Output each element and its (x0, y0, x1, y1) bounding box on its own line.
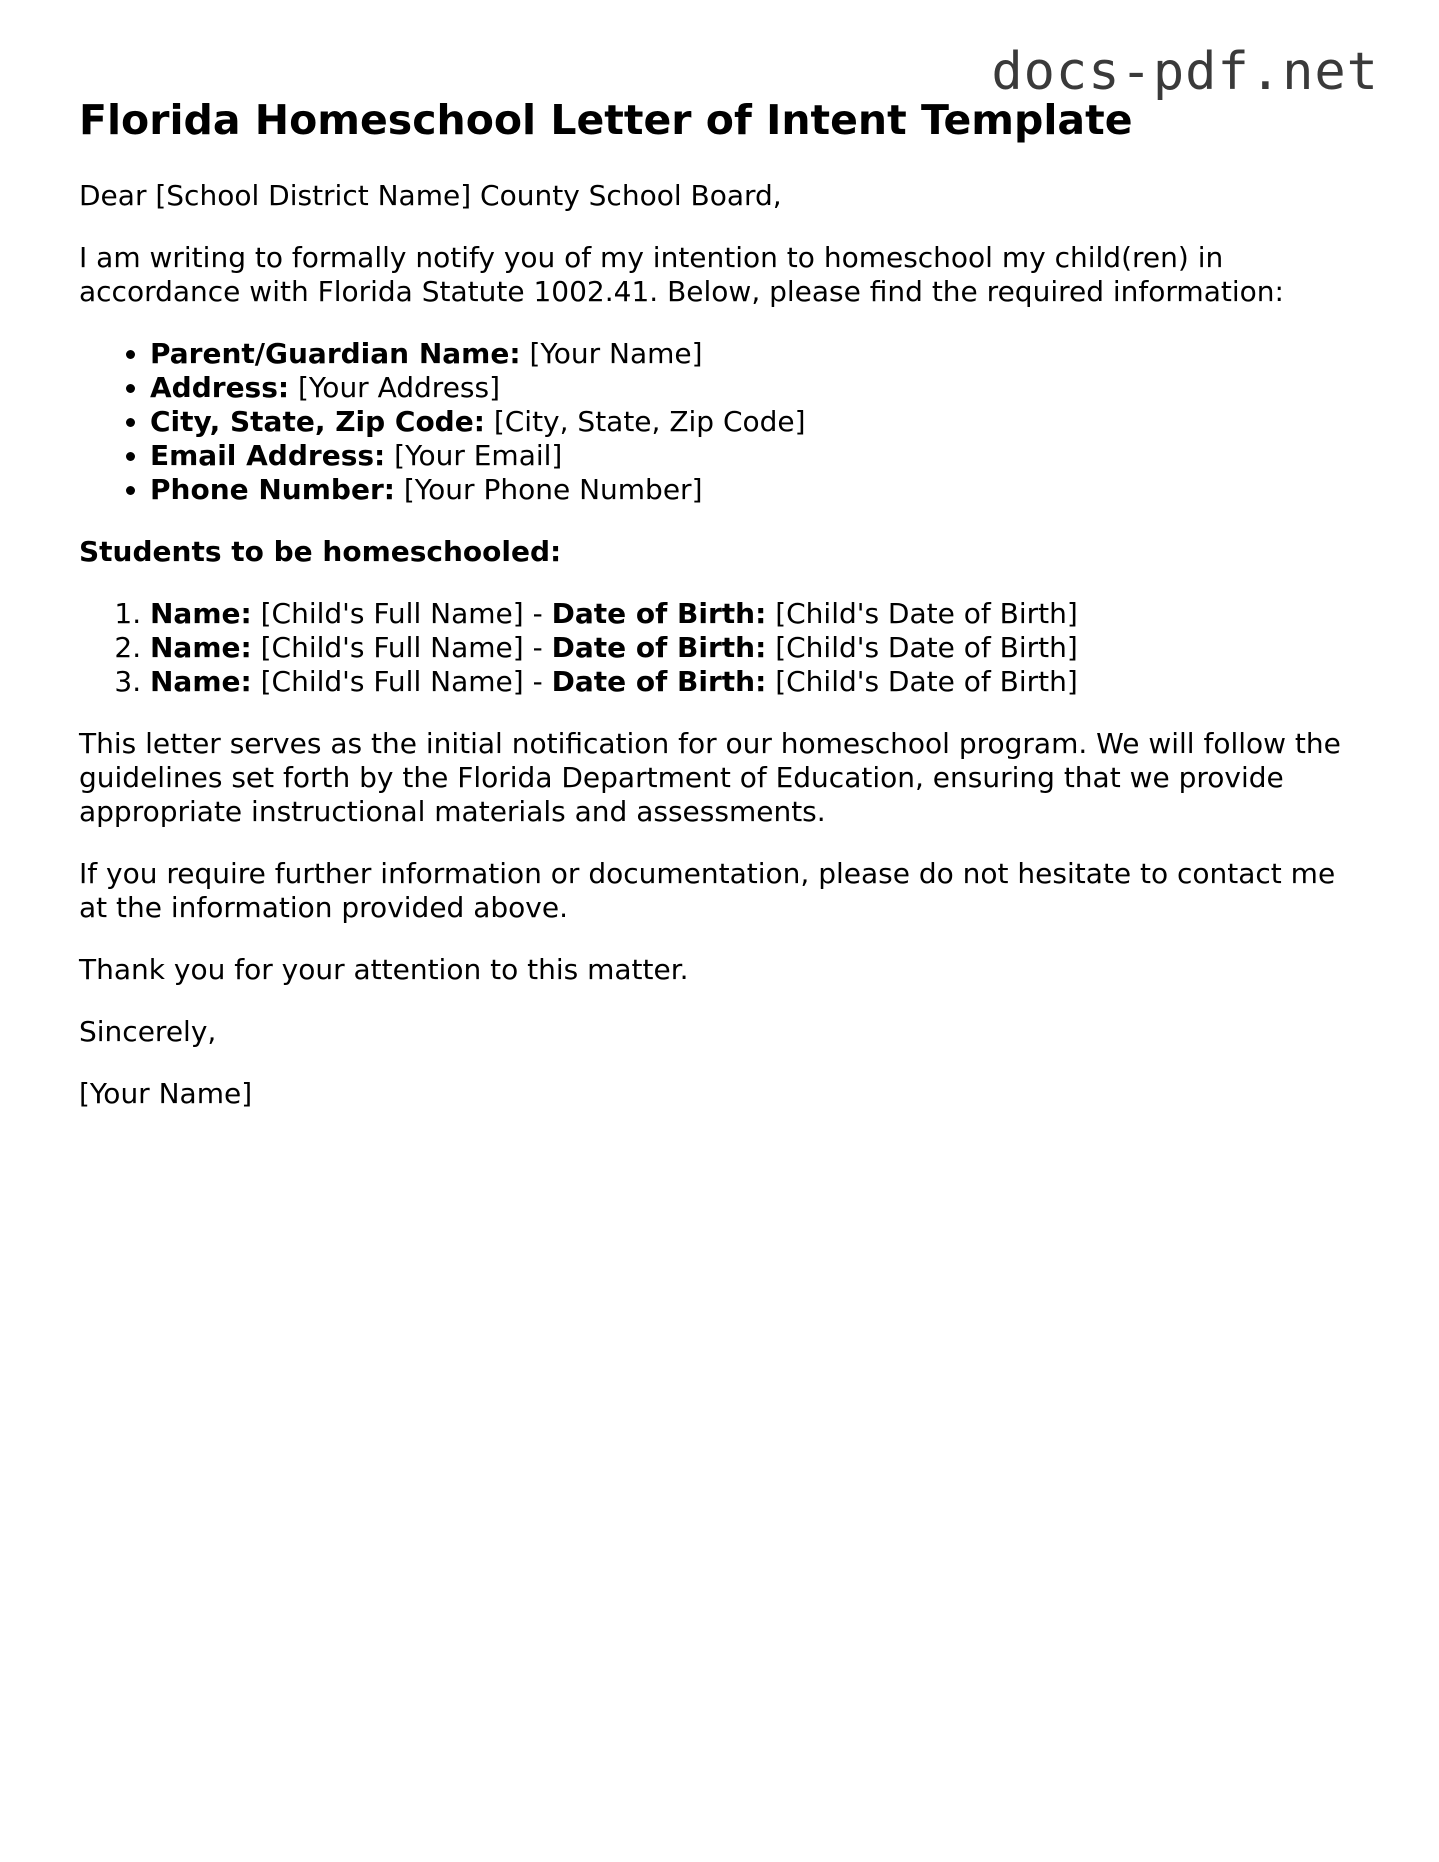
contact-item-city-state-zip (150, 405, 1369, 439)
student-name-value: [Child's Full Name] (260, 665, 524, 699)
contact-item-parent-name (150, 337, 1369, 371)
student-name-label: Name: (150, 631, 252, 665)
contact-label: Phone Number: (150, 473, 395, 507)
watermark: docs-pdf.net (991, 42, 1379, 102)
contact-item-address (150, 371, 1369, 405)
contact-label: Address: (150, 371, 290, 405)
closing-line: Sincerely, (79, 1015, 217, 1049)
student-name-value: [Child's Full Name] (260, 597, 524, 631)
separator: - (532, 597, 543, 631)
contact-value: [Your Address] (298, 371, 501, 405)
contact-value: [Your Email] (394, 439, 563, 473)
student-name-label: Name: (150, 597, 252, 631)
students-list (79, 597, 1369, 699)
student-name-value: [Child's Full Name] (260, 631, 524, 665)
student-dob-label: Date of Birth: (551, 665, 767, 699)
intro-paragraph: I am writing to formally notify you of my intention to homeschool my child(ren) in accordance with Florida Statute 1002.41. Below, please find the required information: (79, 241, 1284, 309)
document-title: Florida Homeschool Letter of Intent Template (79, 96, 1133, 144)
signature-line: [Your Name] (79, 1077, 253, 1111)
letter-document (79, 96, 1369, 1139)
student-name-label: Name: (150, 665, 252, 699)
contact-value: [Your Name] (529, 337, 703, 371)
student-dob-label: Date of Birth: (551, 631, 767, 665)
notification-paragraph: This letter serves as the initial notification for our homeschool program. We will follow the guidelines set forth by the Florida Department of Education, ensuring that we provide appropriate instructional materials and assessments. (79, 727, 1341, 829)
student-dob-label: Date of Birth: (551, 597, 767, 631)
student-dob-value: [Child's Date of Birth] (775, 631, 1078, 665)
contact-label: City, State, Zip Code: (150, 405, 485, 439)
salutation: Dear [School District Name] County School Board, (79, 179, 782, 213)
separator: - (532, 665, 543, 699)
student-item (150, 597, 1369, 631)
contact-info-list (79, 337, 1369, 507)
contact-label: Parent/Guardian Name: (150, 337, 521, 371)
student-item (150, 631, 1369, 665)
contact-label: Email Address: (150, 439, 386, 473)
contact-item-email (150, 439, 1369, 473)
student-dob-value: [Child's Date of Birth] (775, 665, 1078, 699)
student-item (150, 665, 1369, 699)
student-dob-value: [Child's Date of Birth] (775, 597, 1078, 631)
thanks-line: Thank you for your attention to this matter. (79, 953, 689, 987)
contact-item-phone (150, 473, 1369, 507)
separator: - (532, 631, 543, 665)
contact-paragraph: If you require further information or documentation, please do not hesitate to contact me at the information provided above. (79, 857, 1336, 925)
contact-value: [City, State, Zip Code] (493, 405, 806, 439)
contact-value: [Your Phone Number] (403, 473, 703, 507)
students-heading: Students to be homeschooled: (79, 535, 562, 569)
